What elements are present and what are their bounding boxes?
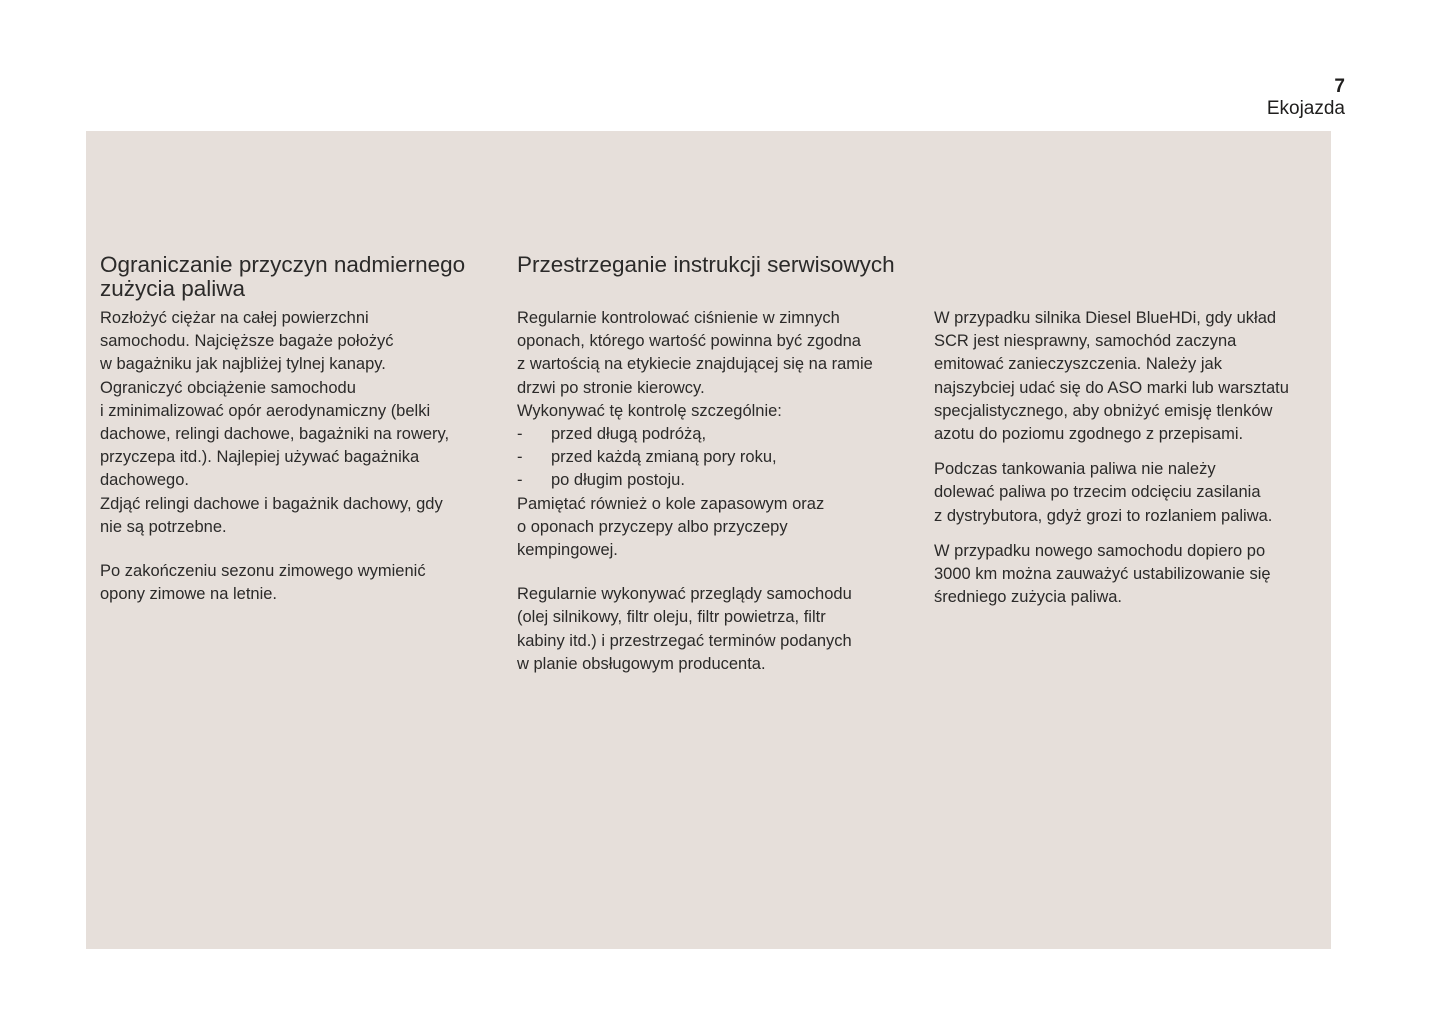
column-heading (934, 253, 1324, 301)
column-fuel-consumption (100, 253, 492, 606)
list-item: - przed długą podróżą, (517, 425, 707, 444)
list-item: - przed każdą zmianą pory roku, (517, 448, 777, 467)
paragraph-refuelling: Podczas tankowania paliwa nie należy dolewać paliwa po trzecim odcięciu zasilania z dystrybutora, gdyż grozi to rozlaniem paliwa. (934, 460, 1273, 525)
paragraph-winter-tyres: Po zakończeniu sezonu zimowego wymienić opony zimowe na letnie. (100, 562, 426, 604)
paragraph-spare-wheel: Pamiętać również o kole zapasowym oraz o oponach przyczepy albo przyczepy kempingowej. (517, 494, 825, 560)
paragraph-roof-rails: Zdjąć relingi dachowe i bagażnik dachowy, gdy nie są potrzebne. (100, 494, 443, 536)
paragraph-service-schedule: Regularnie wykonywać przeglądy samochodu (olej silnikowy, filtr oleju, filtr powietrza, filtr kabiny itd.) i przestrzegać terminów podanych w planie obsługowym producenta. (517, 585, 852, 673)
column-additional-info (934, 253, 1324, 609)
list-item: - po długim postoju. (517, 471, 685, 490)
page-header (1267, 76, 1345, 120)
column-body (100, 307, 492, 606)
column-heading: Ograniczanie przyczyn nadmiernego zużycia paliwa (100, 252, 466, 301)
column-heading: Przestrzeganie instrukcji serwisowych (517, 252, 895, 277)
column-body (517, 307, 909, 676)
paragraph-scr-system: W przypadku silnika Diesel BlueHDi, gdy układ SCR jest niesprawny, samochód zaczyna emitować zanieczyszczenia. Należy jak najszybciej udać się do ASO marki lub warsztatu specjalistycznego, aby obniżyć emisję tlenków azotu do poziomu zgodnego z przepisami. (934, 309, 1289, 444)
paragraph-aerodynamics: Ograniczyć obciążenie samochodu i zminimalizować opór aerodynamiczny (belki dachowe, relingi dachowe, bagażniki na rowery, przyczepa itd.). Najlepiej używać bagażnika dachowego. (100, 378, 450, 490)
paragraph-check-intro: Wykonywać tę kontrolę szczególnie: (517, 401, 782, 420)
page-number: 7 (1334, 76, 1345, 97)
paragraph-new-vehicle: W przypadku nowego samochodu dopiero po 3000 km można zauważyć ustabilizowanie się średniego zużycia paliwa. (934, 541, 1271, 607)
section-title: Ekojazda (1266, 98, 1345, 119)
column-body (934, 307, 1324, 609)
paragraph-weight-distribution: Rozłożyć ciężar na całej powierzchni samochodu. Najcięższe bagaże położyć w bagażniku jak najbliżej tylnej kanapy. (100, 309, 394, 374)
paragraph-tyre-pressure: Regularnie kontrolować ciśnienie w zimnych oponach, którego wartość powinna być zgodna z wartością na etykiecie znajdującej się na ramie drzwi po stronie kierowcy. (517, 309, 873, 397)
column-service-instructions (517, 253, 909, 676)
content-panel (86, 131, 1331, 949)
